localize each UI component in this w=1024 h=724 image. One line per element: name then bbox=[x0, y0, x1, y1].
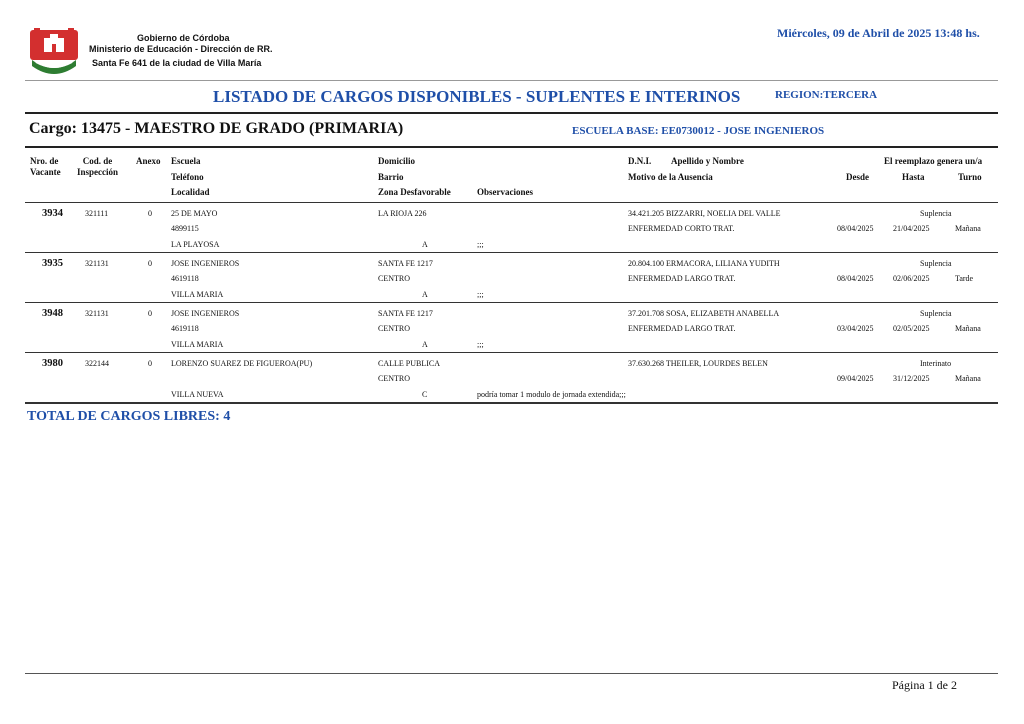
row-barrio: CENTRO bbox=[378, 274, 410, 283]
col-zona: Zona Desfavorable bbox=[378, 187, 451, 197]
row-observaciones: ;;; bbox=[477, 290, 484, 299]
col-escuela: Escuela bbox=[171, 156, 201, 166]
row-separator bbox=[25, 402, 998, 404]
header-divider bbox=[25, 80, 998, 81]
page-number: Página 1 de 2 bbox=[892, 678, 957, 692]
row-dni-nombre: 37.201.708 SOSA, ELIZABETH ANABELLA bbox=[628, 309, 780, 318]
row-zona: C bbox=[422, 390, 428, 399]
row-localidad: VILLA NUEVA bbox=[171, 390, 224, 399]
row-observaciones: ;;; bbox=[477, 340, 484, 349]
total-cargos: TOTAL DE CARGOS LIBRES: 4 bbox=[27, 409, 231, 424]
row-anexo: 0 bbox=[148, 309, 152, 318]
row-localidad: VILLA MARIA bbox=[171, 290, 224, 299]
row-barrio: CENTRO bbox=[378, 374, 410, 383]
row-tipo: Suplencia bbox=[920, 209, 952, 218]
row-domicilio: SANTA FE 1217 bbox=[378, 259, 433, 268]
row-vacante: 3948 bbox=[42, 308, 63, 319]
row-vacante: 3935 bbox=[42, 258, 63, 269]
row-desde: 08/04/2025 bbox=[837, 274, 874, 283]
row-telefono: 4619118 bbox=[171, 274, 199, 283]
title-divider bbox=[25, 112, 998, 114]
row-escuela: LORENZO SUAREZ DE FIGUEROA(PU) bbox=[171, 359, 313, 368]
row-hasta: 21/04/2025 bbox=[893, 224, 930, 233]
row-anexo: 0 bbox=[148, 359, 152, 368]
row-escuela: JOSE INGENIEROS bbox=[171, 259, 240, 268]
col-turno: Turno bbox=[958, 172, 982, 182]
col-nro-vacante: Nro. de Vacante bbox=[30, 156, 61, 177]
col-localidad: Localidad bbox=[171, 187, 210, 197]
row-hasta: 02/06/2025 bbox=[893, 274, 930, 283]
cargo-divider bbox=[25, 146, 998, 148]
page-title: LISTADO DE CARGOS DISPONIBLES - SUPLENTES E INTERINOS bbox=[213, 87, 741, 106]
col-reemplazo: El reemplazo genera un/a bbox=[884, 156, 983, 166]
row-domicilio: LA RIOJA 226 bbox=[378, 209, 427, 218]
col-hasta: Hasta bbox=[902, 172, 925, 182]
row-separator bbox=[25, 302, 998, 303]
col-apellido: Apellido y Nombre bbox=[671, 156, 744, 166]
cargo-title: Cargo: 13475 - MAESTRO DE GRADO (PRIMARIA) bbox=[29, 120, 404, 137]
row-dni-nombre: 34.421.205 BIZZARRI, NOELIA DEL VALLE bbox=[628, 209, 781, 218]
col-telefono: Teléfono bbox=[171, 172, 204, 182]
header-bottom-line bbox=[25, 202, 998, 203]
row-motivo: ENFERMEDAD LARGO TRAT. bbox=[628, 274, 736, 283]
row-localidad: LA PLAYOSA bbox=[171, 240, 220, 249]
row-desde: 09/04/2025 bbox=[837, 374, 874, 383]
row-hasta: 31/12/2025 bbox=[893, 374, 930, 383]
row-anexo: 0 bbox=[148, 259, 152, 268]
region-label: REGION:TERCERA bbox=[775, 89, 878, 101]
row-domicilio: CALLE PUBLICA bbox=[378, 359, 440, 368]
row-turno: Tarde bbox=[955, 274, 974, 283]
row-domicilio: SANTA FE 1217 bbox=[378, 309, 433, 318]
escuela-base: ESCUELA BASE: EE0730012 - JOSE INGENIEROS bbox=[572, 125, 825, 137]
row-turno: Mañana bbox=[955, 324, 981, 333]
report-date: Miércoles, 09 de Abril de 2025 13:48 hs. bbox=[777, 26, 980, 40]
row-inspeccion: 321131 bbox=[85, 309, 109, 318]
row-zona: A bbox=[422, 340, 428, 349]
row-vacante: 3934 bbox=[42, 208, 63, 219]
row-inspeccion: 321131 bbox=[85, 259, 109, 268]
row-localidad: VILLA MARIA bbox=[171, 340, 224, 349]
row-dni-nombre: 37.630.268 THEILER, LOURDES BELEN bbox=[628, 359, 768, 368]
row-motivo: ENFERMEDAD CORTO TRAT. bbox=[628, 224, 735, 233]
row-inspeccion: 322144 bbox=[85, 359, 109, 368]
row-desde: 08/04/2025 bbox=[837, 224, 874, 233]
row-escuela: 25 DE MAYO bbox=[171, 209, 218, 218]
row-motivo: ENFERMEDAD LARGO TRAT. bbox=[628, 324, 736, 333]
cordoba-coat-of-arms-icon bbox=[28, 26, 80, 78]
col-domicilio: Domicilio bbox=[378, 156, 415, 166]
col-anexo: Anexo bbox=[136, 156, 161, 166]
row-tipo: Suplencia bbox=[920, 259, 952, 268]
row-observaciones: podría tomar 1 modulo de jornada extendida;;; bbox=[477, 390, 626, 399]
row-dni-nombre: 20.804.100 ERMACORA, LILIANA YUDITH bbox=[628, 259, 780, 268]
col-motivo: Motivo de la Ausencia bbox=[628, 172, 713, 182]
row-telefono: 4899115 bbox=[171, 224, 199, 233]
col-cod-inspeccion: Cod. de Inspección bbox=[77, 156, 119, 177]
row-tipo: Interinato bbox=[920, 359, 952, 368]
row-observaciones: ;;; bbox=[477, 240, 484, 249]
row-separator bbox=[25, 252, 998, 253]
row-hasta: 02/05/2025 bbox=[893, 324, 930, 333]
org-address: Santa Fe 641 de la ciudad de Villa María bbox=[92, 58, 262, 68]
row-desde: 03/04/2025 bbox=[837, 324, 874, 333]
col-desde: Desde bbox=[846, 172, 869, 182]
row-inspeccion: 321111 bbox=[85, 209, 109, 218]
row-turno: Mañana bbox=[955, 224, 981, 233]
row-vacante: 3980 bbox=[42, 358, 63, 369]
row-tipo: Suplencia bbox=[920, 309, 952, 318]
col-dni: D.N.I. bbox=[628, 156, 652, 166]
org-name: Gobierno de Córdoba bbox=[137, 33, 230, 43]
footer-divider bbox=[25, 673, 998, 674]
col-observaciones: Observaciones bbox=[477, 187, 533, 197]
row-barrio: CENTRO bbox=[378, 324, 410, 333]
row-telefono: 4619118 bbox=[171, 324, 199, 333]
row-separator bbox=[25, 352, 998, 353]
row-zona: A bbox=[422, 240, 428, 249]
row-anexo: 0 bbox=[148, 209, 152, 218]
row-zona: A bbox=[422, 290, 428, 299]
row-escuela: JOSE INGENIEROS bbox=[171, 309, 240, 318]
org-ministry: Ministerio de Educación - Dirección de RR. bbox=[89, 44, 273, 54]
row-turno: Mañana bbox=[955, 374, 981, 383]
col-barrio: Barrio bbox=[378, 172, 404, 182]
